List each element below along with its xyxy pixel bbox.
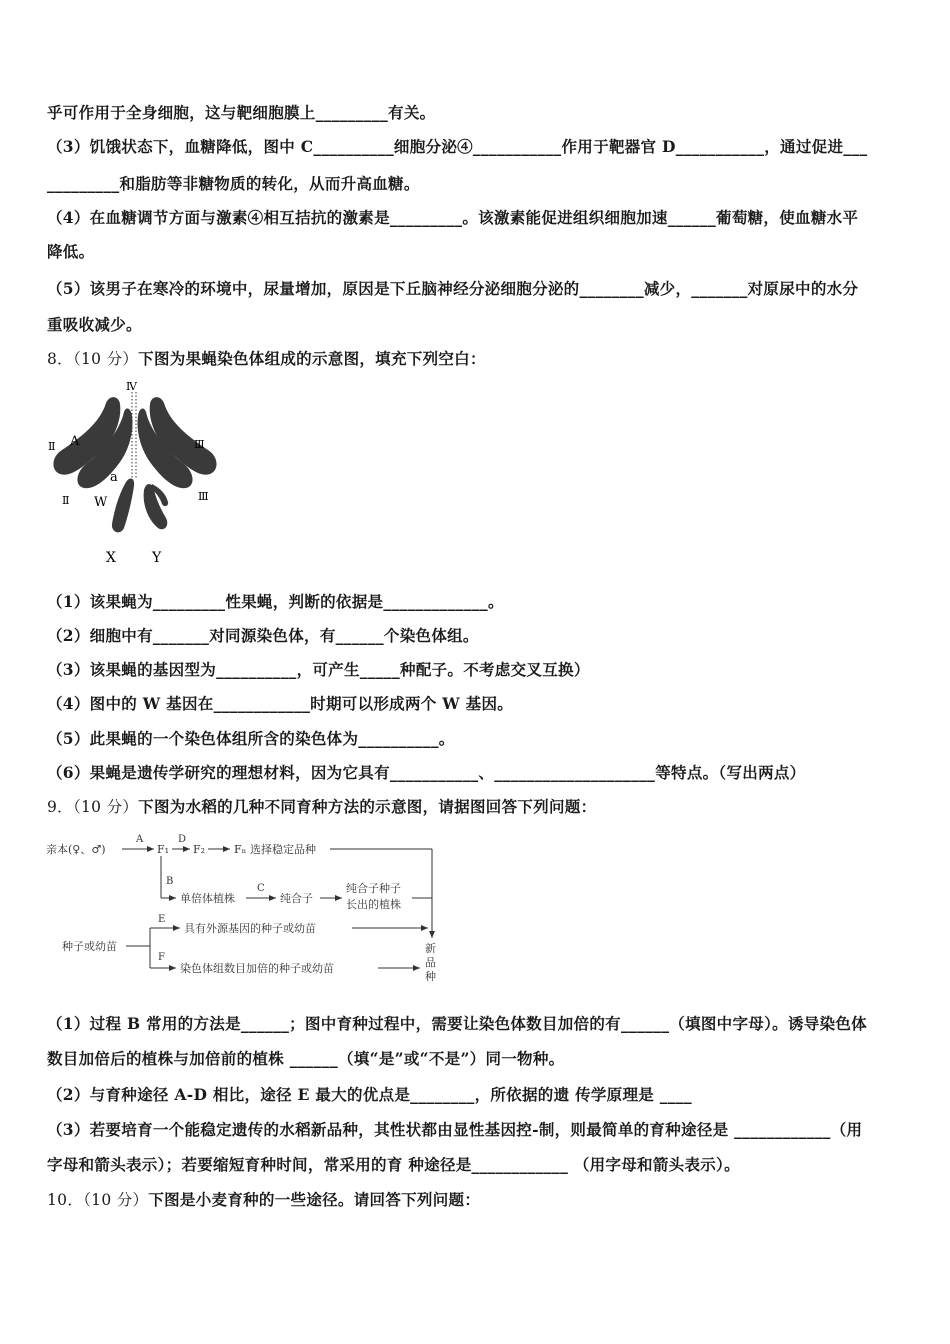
node-doubled: 染色体组数目加倍的种子或幼苗 (180, 962, 334, 975)
q9-part3-line-a: （3）若要培育一个能稳定遗传的水稻新品种，其性状都由显性基因控-制，则最简单的育种途径是 ____________（用 (47, 1120, 863, 1139)
label-c: C (257, 883, 265, 894)
q8-part6: （6）果蝇是遗传学研究的理想材料，因为它具有___________、____________________等特点。（写出两点） (47, 763, 806, 782)
q9-part3-line-b: 字母和箭头表示）；若要缩短育种时间，常采用的育 种途径是____________ （用字母和箭头表示）。 (47, 1155, 740, 1174)
q8-part3: （3）该果蝇的基因型为__________，可产生_____种配子。不考虑交叉互换） (47, 660, 590, 679)
chromosome-x (112, 479, 134, 533)
q7-part3-line-a: （3）饥饿状态下，血糖降低，图中 C__________细胞分泌④___________作用于靶器官 D___________，通过促进___ (47, 137, 868, 156)
label-a-lower: a (110, 470, 118, 485)
node-f1: F₁ (157, 843, 170, 856)
q9-part1-line-a: （1）过程 B 常用的方法是______；图中育种过程中，需要让染色体数目加倍的有______（填图中字母）。诱导染色体 (47, 1014, 867, 1033)
label-w: W (94, 495, 108, 510)
node-new-variety-3: 种 (425, 970, 436, 983)
q10-number: 10． (47, 1191, 84, 1209)
label-iii-top: Ⅲ (194, 438, 205, 451)
q8-heading (47, 348, 907, 370)
q10-stem: 下图是小麦育种的一些途径。请回答下列问题： (148, 1190, 481, 1209)
label-x: X (106, 550, 116, 566)
q8-stem: 下图为果蝇染色体组成的示意图，填充下列空白： (138, 349, 486, 368)
q7-part4-line-b: 降低。 (47, 242, 95, 261)
node-pure: 纯合子 (280, 892, 313, 905)
node-fn: Fₙ (234, 843, 247, 856)
q8-part1: （1）该果蝇为_________性果蝇，判断的依据是_____________。 (47, 592, 504, 611)
label-f: F (158, 952, 165, 963)
q8-number: 8． (47, 350, 73, 368)
q9-number: 9． (47, 798, 73, 816)
q7-part5-line-b: 重吸收减少。 (47, 315, 142, 334)
q9-stem: 下图为水稻的几种不同育种方法的示意图，请据图回答下列问题： (138, 797, 597, 816)
q9-part2: （2）与育种途径 A-D 相比，途径 E 最大的优点是________，所依据的遗 传学原理是 ____ (47, 1085, 692, 1104)
label-ii-bottom: Ⅱ (62, 494, 70, 507)
q10-heading (47, 1189, 907, 1211)
q8-part2: （2）细胞中有_______对同源染色体，有______个染色体组。 (47, 626, 479, 645)
label-iv: Ⅳ (126, 380, 137, 393)
fruit-fly-karyotype-figure (40, 378, 230, 570)
label-b: B (166, 876, 174, 887)
node-foreign-gene: 具有外源基因的种子或幼苗 (184, 922, 316, 935)
q7-part5-line-a: （5）该男子在寒冷的环境中，尿量增加，原因是下丘脑神经分泌细胞分泌的________减少，_______对原尿中的水分 (47, 279, 859, 298)
q8-score: （10 分） (72, 350, 139, 368)
node-pure-seed-2: 长出的植株 (346, 898, 401, 911)
q8-part4: （4）图中的 W 基因在____________时期可以形成两个 W 基因。 (47, 694, 514, 713)
label-d: D (178, 834, 187, 845)
node-haploid: 单倍体植株 (180, 892, 235, 905)
label-ii-top: Ⅱ (48, 440, 56, 453)
q9-heading (47, 796, 907, 818)
q9-part1-line-b: 数目加倍后的植株与加倍前的植株 ______（填“是”或“不是”）同一物种。 (47, 1049, 565, 1068)
node-new-variety-1: 新 (425, 942, 436, 955)
q7-part4-line-a: （4）在血糖调节方面与激素④相互拮抗的激素是_________。该激素能促进组织细胞加速______葡萄糖，使血糖水平 (47, 208, 859, 227)
q7-line-1: 乎可作用于全身细胞，这与靶细胞膜上_________有关。 (47, 103, 436, 122)
q8-part5: （5）此果蝇的一个染色体组所含的染色体为__________。 (47, 729, 455, 748)
node-parents: 亲本(♀、♂) (46, 843, 106, 856)
rice-breeding-diagram (40, 828, 460, 988)
q9-score: （10 分） (72, 798, 139, 816)
q7-part3-line-b: _________和脂肪等非糖物质的转化，从而升高血糖。 (47, 174, 420, 193)
label-iii-bottom: Ⅲ (198, 490, 209, 503)
node-f2: F₂ (193, 843, 206, 856)
label-y: Y (152, 550, 162, 566)
label-a-upper: A (70, 434, 80, 449)
label-e: E (158, 914, 166, 925)
node-new-variety-2: 品 (425, 956, 436, 969)
node-seed: 种子或幼苗 (62, 940, 117, 953)
node-pure-seed-1: 纯合子种子 (346, 882, 401, 895)
node-select-stable: 选择稳定品种 (250, 843, 316, 856)
label-a: A (136, 834, 144, 845)
q10-score: （10 分） (83, 1191, 149, 1209)
